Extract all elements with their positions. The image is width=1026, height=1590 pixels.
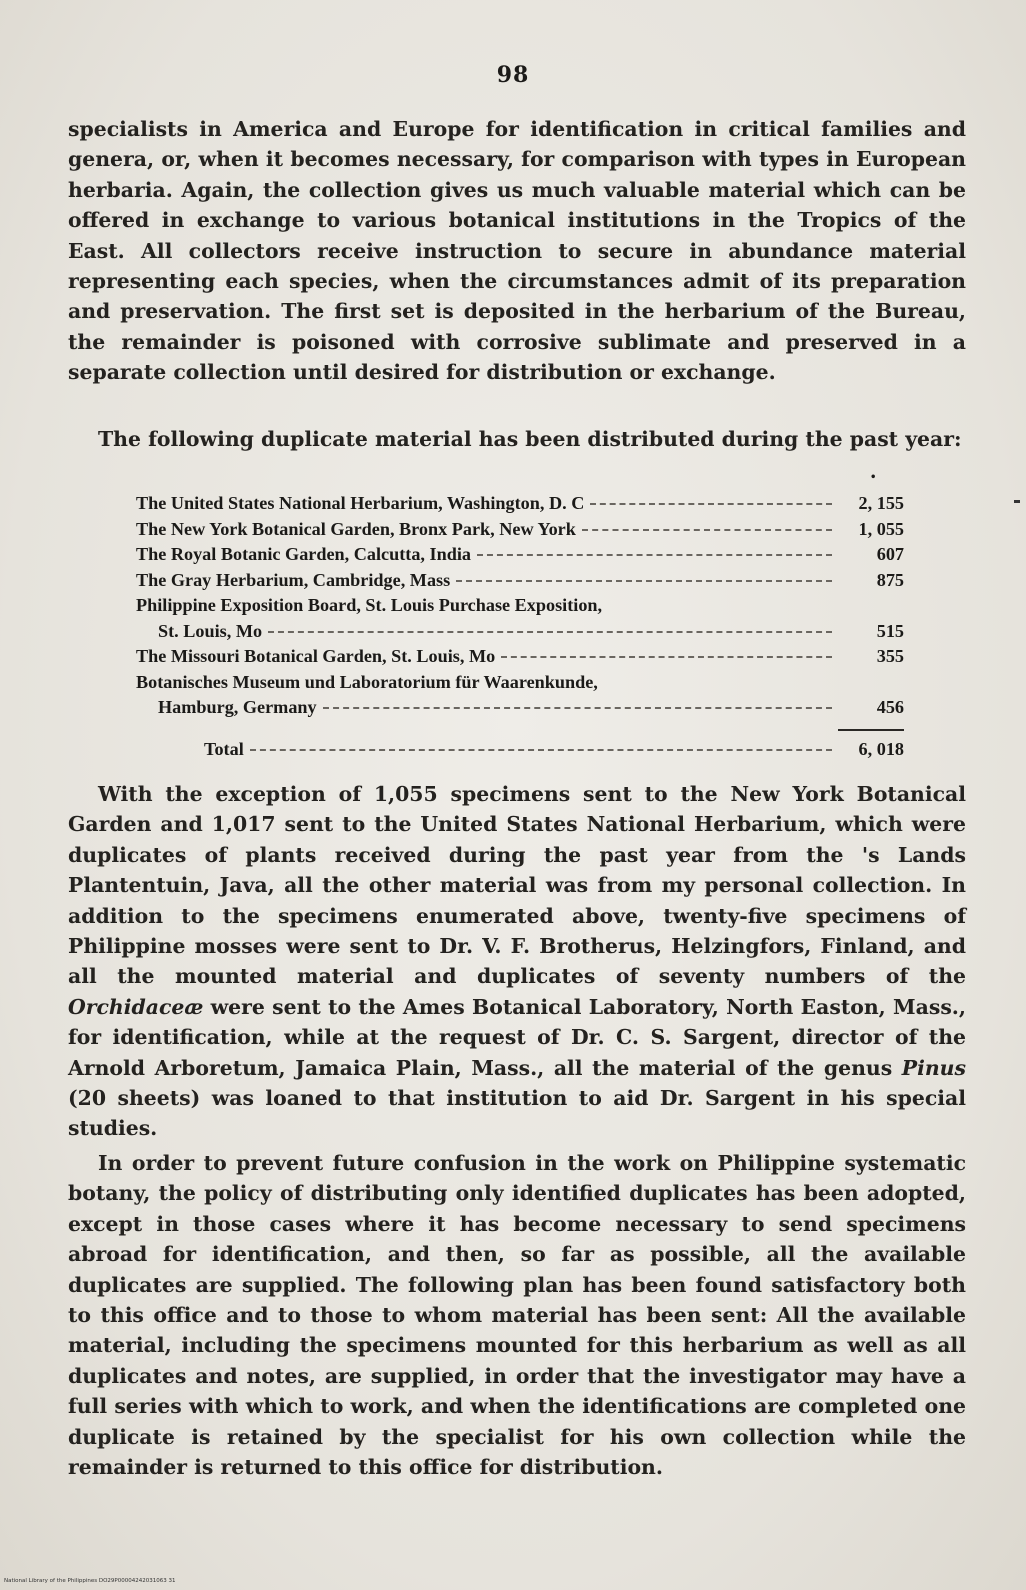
row-institution: The Gray Herbarium, Cambridge, Mass xyxy=(136,569,451,590)
paragraph-3-part-1: With the exception of 1,055 specimens sent to the New York Botanical Garden and 1,017 sent to the United States National Herbarium, which were duplicates of plants received during the past year from the 's Lands Plantentuin, Java, all the other material was from my personal collection. In addition to the specimens enumerated above, twenty-five specimens of Philippine mosses were sent to Dr. V. F. Brotherus, Helzingfors, Finland, and all the mounted material and duplicates of seventy numbers of the xyxy=(68,782,966,989)
row-institution: The United States National Herbarium, Washington, D. C xyxy=(136,493,585,513)
total-rule xyxy=(136,723,904,729)
paragraph-3 xyxy=(68,779,966,1144)
row-institution: Botanisches Museum und Laboratorium für Waarenkunde, xyxy=(136,671,598,692)
table-row xyxy=(136,519,904,545)
paragraph-3-text xyxy=(68,779,966,1144)
dot-leader xyxy=(323,707,832,709)
row-institution: The New York Botanical Garden, Bronx Park, New York xyxy=(136,518,576,539)
row-institution-continued: St. Louis, Mo xyxy=(158,620,263,641)
row-count: 355 xyxy=(876,646,904,666)
row-count: 1, 055 xyxy=(858,518,904,539)
row-institution: The Missouri Botanical Garden, St. Louis, Mo xyxy=(136,646,496,666)
row-count: 607 xyxy=(876,544,904,564)
paragraph-2 xyxy=(68,424,966,454)
paragraph-3-part-3: (20 sheets) was loaned to that institution to aid Dr. Sargent in his special studies. xyxy=(68,1086,966,1141)
row-institution: Philippine Exposition Board, St. Louis Purchase Exposition, xyxy=(136,595,603,615)
distribution-table xyxy=(136,493,904,764)
row-count: 456 xyxy=(876,697,904,717)
scan-footer: National Library of the Philippines DO29P00004242031063 31 xyxy=(4,1578,176,1584)
total-count: 6, 018 xyxy=(858,738,904,759)
paragraph-2-text: The following duplicate material has been distributed during the past year: xyxy=(98,427,962,451)
scan-edge-mark xyxy=(1014,500,1020,503)
row-institution: The Royal Botanic Garden, Calcutta, India xyxy=(136,544,471,564)
table-row xyxy=(136,493,904,519)
paragraph-4-text: In order to prevent future confusion in the work on Philippine systematic botany, the policy of distributing only identified duplicates has been adopted, except in those cases where it has become necessary to send specimens abroad for identification, and then, so far as possible, all the available duplicates are supplied. The following plan has been found satisfactory both to this office and to those to whom material has been sent: All the available material, including the specimens mounted for this herbarium as well as all duplicates and notes, are supplied, in order that the investigator may have a full series with which to work, and when the identifications are completed one duplicate is retained by the specialist for his own collection while the remainder is returned to this office for distribution. xyxy=(68,1151,966,1480)
row-count: 515 xyxy=(876,620,904,641)
paragraph-1-text: specialists in America and Europe for identification in critical families and genera, or, when it becomes necessary, for comparison with types in European herbaria. Again, the collection gives us much valuable material which can be offered in exchange to various botanical institutions in the Tropics of the East. All collectors receive instruction to secure in abundance material representing each species, when the circumstances admit of its preparation and preservation. The first set is deposited in the herbarium of the Bureau, the remainder is poisoned with corrosive sublimate and preserved in a separate collection until desired for distribution or exchange. xyxy=(68,117,966,385)
paragraph-1 xyxy=(68,114,966,388)
table-total-row xyxy=(136,739,904,765)
paragraph-4 xyxy=(68,1148,966,1482)
dot-leader xyxy=(456,580,832,582)
row-count: 2, 155 xyxy=(858,493,904,513)
paragraph-3-part-2: were sent to the Ames Botanical Laboratory, North Easton, Mass., for identification, while at the request of Dr. C. S. Sargent, director of the Arnold Arboretum, Jamaica Plain, Mass., all the material of the genus xyxy=(68,994,966,1080)
page-number: 98 xyxy=(496,62,530,88)
dot-leader xyxy=(582,529,832,531)
table-row xyxy=(136,621,904,647)
total-underline xyxy=(838,729,904,731)
table-row xyxy=(136,697,904,723)
table-row-first-line xyxy=(136,672,904,698)
table-row xyxy=(136,544,904,570)
dot-leader xyxy=(590,503,832,505)
dot-leader xyxy=(268,631,832,633)
table-row xyxy=(136,646,904,672)
row-institution-continued: Hamburg, Germany xyxy=(158,697,317,717)
margin-mark: • xyxy=(870,472,877,483)
taxon-pinus: Pinus xyxy=(901,1055,966,1080)
dot-leader xyxy=(250,749,832,751)
row-count: 875 xyxy=(876,569,904,590)
table-row-first-line xyxy=(136,595,904,621)
total-label: Total xyxy=(204,738,244,759)
table-row xyxy=(136,570,904,596)
dot-leader xyxy=(477,554,832,556)
taxon-orchidaceae: Orchidaceæ xyxy=(68,994,204,1019)
dot-leader xyxy=(501,656,832,658)
